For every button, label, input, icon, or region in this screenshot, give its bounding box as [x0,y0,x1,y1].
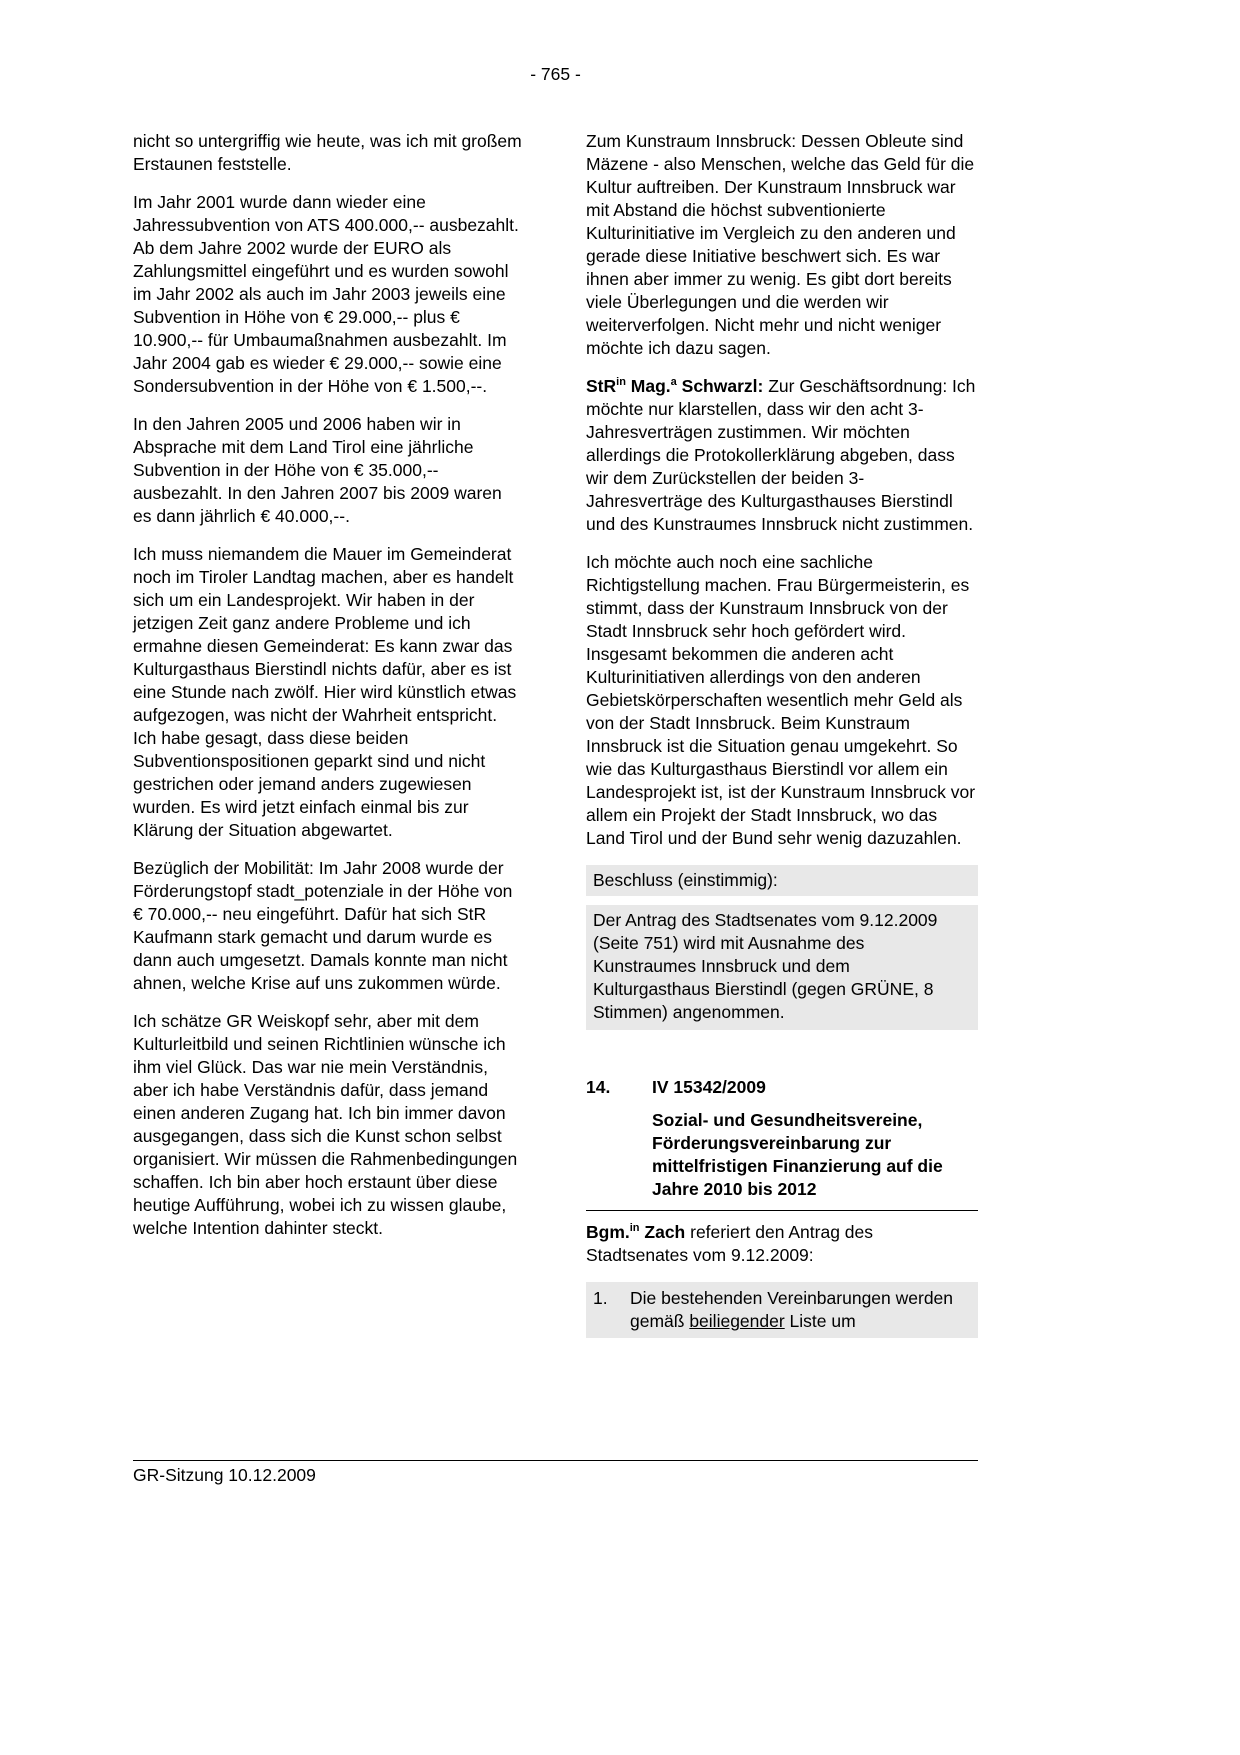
right-column [586,130,978,1338]
section-divider [586,1210,978,1211]
paragraph-intro: nicht so untergriffig wie heute, was ich mit großem Erstaunen feststelle. [133,131,522,174]
beschluss-body: Der Antrag des Stadtsenates vom 9.12.2009 (Seite 751) wird mit Ausnahme des Kunstraumes Innsbruck und dem Kulturgasthaus Bierstindl (gegen GRÜNE, 8 Stimmen) angenommen. [586,905,978,1030]
agenda-item-1-number: 1. [593,1288,608,1308]
section-14-heading: Sozial- und Gesundheitsvereine, Förderungsvereinbarung zur mittelfristigen Finanzierung auf die Jahre 2010 bis 2012 [652,1110,943,1199]
speaker-name-schwarzl: StR$^{in}$ Mag.$^a$ Schwarzl: [586,376,764,396]
speech-text: referiert den Antrag des Stadtsenates vom 9.12.2009: [586,1222,873,1265]
paragraph-weiskopf: Ich schätze GR Weiskopf sehr, aber mit dem Kulturleitbild und seinen Richtlinien wünsche ich ihm viel Glück. Das war nie mein Verständnis, aber ich habe Verständnis dafür, dass jemand einen anderen Zugang hat. Ich bin immer davon ausgegangen, dass sich die Kunst schon selbst organisiert. Wir müssen die Rahmenbedingungen schaffen. Ich bin aber hoch erstaunt über diese heutige Aufführung, wobei ich zu wissen glaube, welche Intention dahinter steckt. [133,1011,518,1238]
paragraph-mobilitaet: Bezüglich der Mobilität: Im Jahr 2008 wurde der Förderungstopf stadt_potenziale in der Höhe von € 70.000,-- neu eingeführt. Dafür hat sich StR Kaufmann stark gemacht und darum wurde es dann auch umgesetzt. Damals konnte man nicht ahnen, welche Krise auf uns zukommen würde. [133,858,513,993]
paragraph-subvention-2001: Im Jahr 2001 wurde dann wieder eine Jahressubvention von ATS 400.000,-- ausbezahlt. Ab dem Jahre 2002 wurde der EURO als Zahlungsmittel eingeführt und es wurden sowohl im Jahr 2002 als auch im Jahr 2003 jeweils eine Subvention in Höhe von € 29.000,-- plus € 10.900,-- für Umbaumaßnahmen ausbezahlt. Im Jahr 2004 gab es wieder € 29.000,-- sowie eine Sondersubvention in der Höhe von € 1.500,--. [133,192,519,396]
superscript: in [616,376,626,389]
agenda-item-1 [586,1282,978,1338]
page-number: - 765 - [530,64,581,84]
paragraph-subvention-2005: In den Jahren 2005 und 2006 haben wir in Absprache mit dem Land Tirol eine jährliche Subvention in der Höhe von € 35.000,-- ausbezahlt. In den Jahren 2007 bis 2009 waren es dann jährlich € 40.000,--. [133,414,502,526]
footer-text: GR-Sitzung 10.12.2009 [133,1465,316,1485]
underlined-word: beiliegender [689,1311,785,1331]
section-14-reference: IV 15342/2009 [652,1077,766,1097]
superscript: a [670,376,677,389]
beschluss-title: Beschluss (einstimmig): [586,865,978,896]
paragraph-kunstraum: Zum Kunstraum Innsbruck: Dessen Obleute sind Mäzene - also Menschen, welche das Geld für die Kultur auftreiben. Der Kunstraum Innsbruck war mit Abstand die höchst subventionierte Kulturinitiative im Vergleich zu den anderen und gerade diese Initiative beschwert sich. Es war ihnen aber immer zu wenig. Es gibt dort bereits viele Überlegungen und die werden wir weiterverfolgen. Nicht mehr und nicht weniger möchte ich dazu sagen. [586,131,975,358]
paragraph-bgm-zach [586,1221,978,1267]
page-footer-area [133,1460,978,1486]
superscript: in [629,1222,640,1235]
left-column [133,130,525,1338]
speaker-name-bgm: Bgm.$^{in}$ Zach [586,1222,686,1242]
paragraph-schwarzl [586,375,978,536]
section-14-number: 14. [586,1077,611,1097]
page-content [133,130,978,1338]
footer-divider [133,1460,978,1461]
speech-text: Zur Geschäftsordnung: Ich möchte nur klarstellen, dass wir den acht 3-Jahresverträgen zustimmen. Wir möchten allerdings die Protokollerklärung abgeben, dass wir dem Zurückstellen der beiden 3-Jahresverträge des Kulturgasthauses Bierstindl und des Kunstraumes Innsbruck nicht zustimmen. [586,376,976,534]
paragraph-richtigstellung: Ich möchte auch noch eine sachliche Richtigstellung machen. Frau Bürgermeisterin, es stimmt, dass der Kunstraum Innsbruck von der Stadt Innsbruck sehr hoch gefördert wird. Insgesamt bekommen die anderen acht Kulturinitiativen allerdings von den anderen Gebietskörperschaften wesentlich mehr Geld als von der Stadt Innsbruck. Beim Kunstraum Innsbruck ist die Situation genau umgekehrt. So wie das Kulturgasthaus Bierstindl vor allem ein Landesprojekt ist, ist der Kunstraum Innsbruck vor allem ein Projekt der Stadt Innsbruck, wo das Land Tirol und der Bund sehr wenig dazuzahlen. [586,552,976,848]
paragraph-landesprojekt: Ich muss niemandem die Mauer im Gemeinderat noch im Tiroler Landtag machen, aber es handelt sich um ein Landesprojekt. Wir haben in der jetzigen Zeit ganz andere Probleme und ich ermahne diesen Gemeinderat: Es kann zwar das Kulturgasthaus Bierstindl nichts dafür, aber es ist eine Stunde nach zwölf. Hier wird künstlich etwas aufgezogen, was nicht der Wahrheit entspricht. Ich habe gesagt, dass diese beiden Subventionspositionen geparkt sind und nicht gestrichen oder jemand anders zugewiesen wurden. Es wird jetzt einfach einmal bis zur Klärung der Situation abgewartet. [133,544,517,840]
section-14-header [586,1076,978,1099]
agenda-item-1-text: Die bestehenden Vereinbarungen werden gemäß beiliegender Liste um [630,1288,954,1331]
